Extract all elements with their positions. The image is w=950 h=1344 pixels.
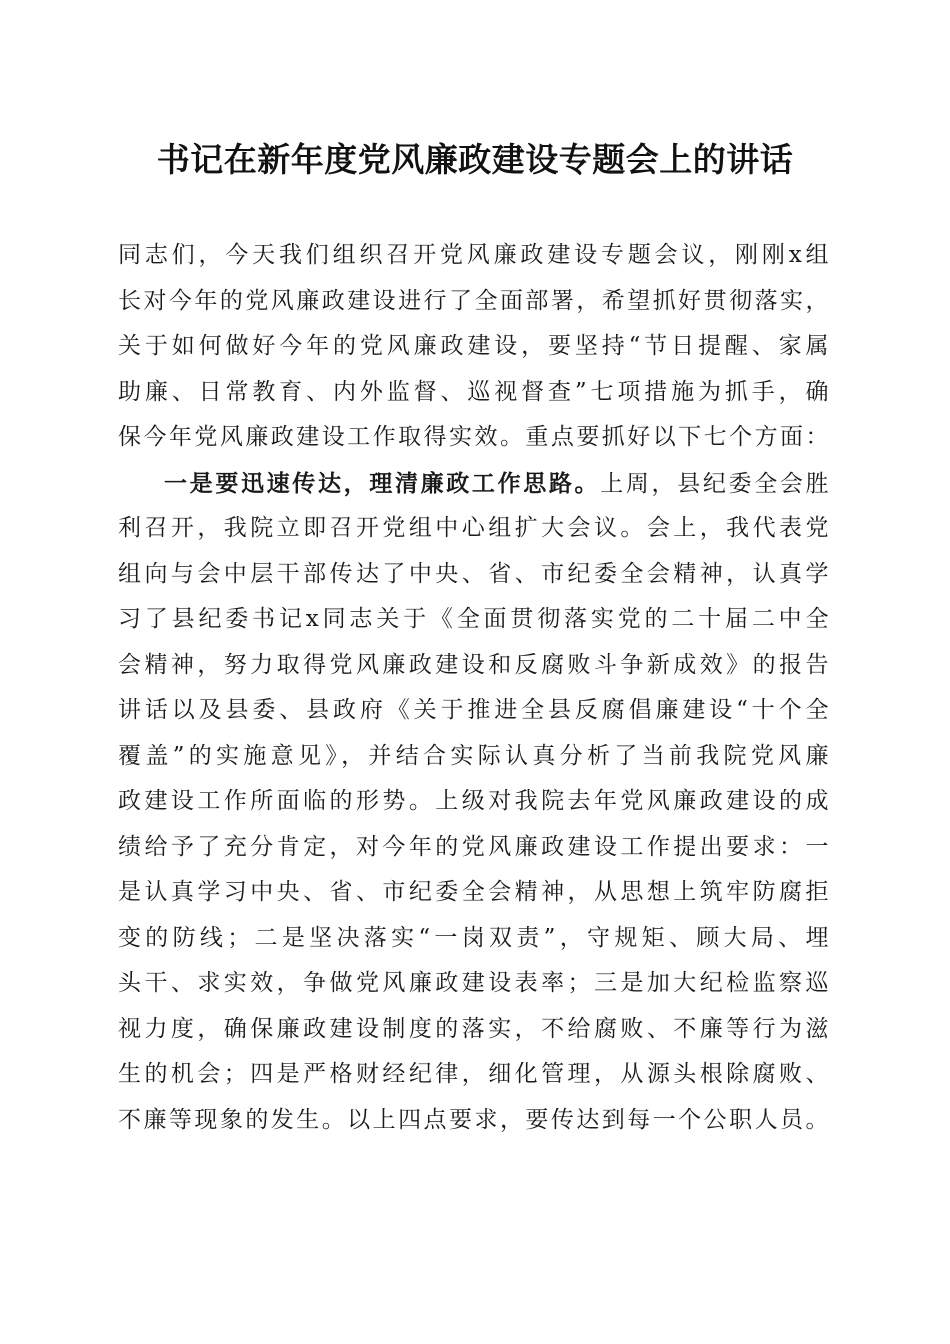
paragraph-point-one — [118, 461, 830, 1144]
text-line: 长对今年的党风廉政建设进行了全面部署，希望抓好贯彻落实， — [118, 287, 830, 314]
paragraph-opening — [118, 233, 830, 461]
text-line: 习了县纪委书记x同志关于《全面贯彻落实党的二十届二中全 — [118, 606, 830, 632]
text-line: 保今年党风廉政建设工作取得实效。重点要抓好以下七个方面： — [118, 424, 830, 450]
text-line: 绩给予了充分肯定，对今年的党风廉政建设工作提出要求：一 — [118, 833, 830, 860]
text-line: 视力度，确保廉政建设制度的落实，不给腐败、不廉等行为滋 — [118, 1015, 830, 1042]
text-line: 讲话以及县委、县政府《关于推进全县反腐倡廉建设“十个全 — [118, 697, 830, 723]
document-title: 书记在新年度党风廉政建设专题会上的讲话 — [156, 140, 794, 179]
text-line-first — [118, 461, 830, 507]
text-line: 利召开，我院立即召开党组中心组扩大会议。会上，我代表党 — [118, 515, 830, 541]
text-line: 变的防线；二是坚决落实“一岗双责”，守规矩、顾大局、埋 — [118, 924, 830, 951]
text-line: 生的机会；四是严格财经纪律，细化管理，从源头根除腐败、 — [118, 1061, 830, 1087]
text-line: 关于如何做好今年的党风廉政建设，要坚持“节日提醒、家属 — [118, 333, 830, 359]
text-line: 不廉等现象的发生。以上四点要求，要传达到每一个公职人员。 — [118, 1106, 830, 1133]
text-line: 会精神，努力取得党风廉政建设和反腐败斗争新成效》的报告 — [118, 651, 830, 678]
paragraph-lead-heading: 一是要迅速传达，理清廉政工作思路。 — [164, 469, 601, 497]
text-line: 同志们，今天我们组织召开党风廉政建设专题会议，刚刚x组 — [118, 242, 830, 268]
text-line-rest: 上周，县纪委全会胜 — [600, 470, 831, 497]
text-line: 是认真学习中央、省、市纪委全会精神，从思想上筑牢防腐拒 — [118, 879, 830, 905]
text-line: 组向与会中层干部传达了中央、省、市纪委全会精神，认真学 — [118, 560, 830, 587]
text-line: 覆盖”的实施意见》，并结合实际认真分析了当前我院党风廉 — [118, 742, 830, 769]
text-line: 助廉、日常教育、内外监督、巡视督查”七项措施为抓手，确 — [118, 378, 830, 405]
document-body — [118, 233, 830, 1143]
text-line: 政建设工作所面临的形势。上级对我院去年党风廉政建设的成 — [118, 788, 830, 814]
text-line: 头干、求实效，争做党风廉政建设表率；三是加大纪检监察巡 — [118, 970, 830, 996]
